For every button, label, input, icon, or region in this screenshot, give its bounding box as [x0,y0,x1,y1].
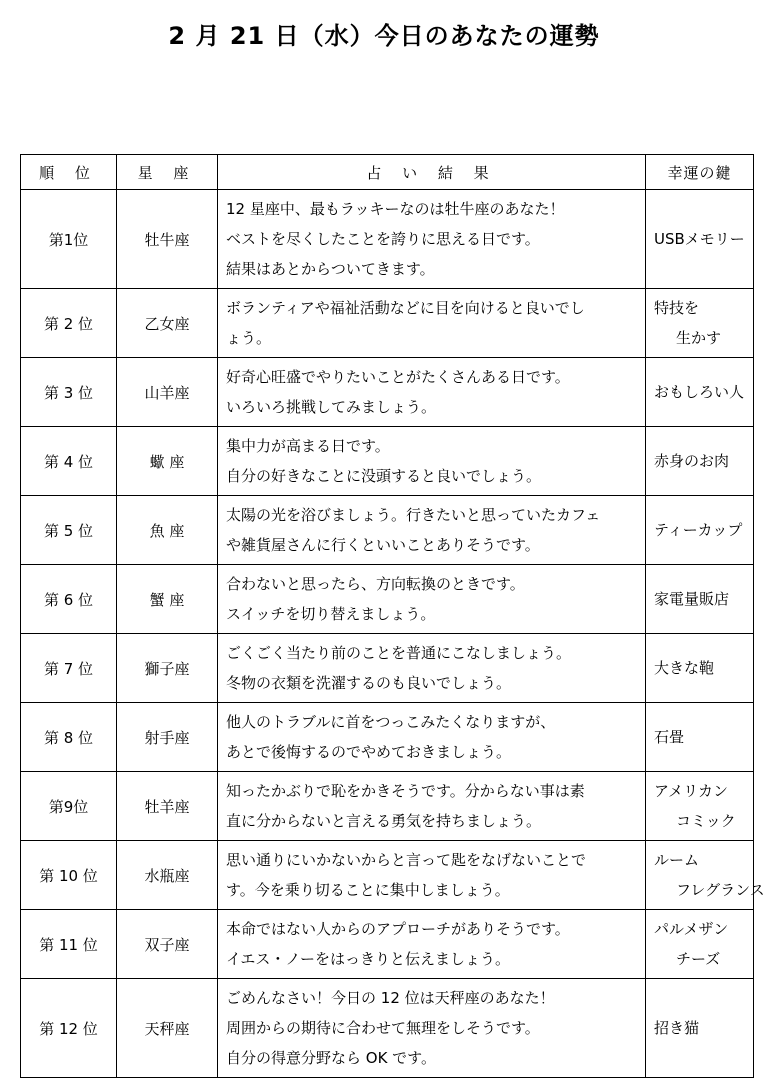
zodiac-sign-cell: 蠍 座 [117,427,218,496]
fortune-result-line: 太陽の光を浴びましょう。行きたいと思っていたカフェ [226,506,601,524]
fortune-result-cell [218,910,646,979]
horoscope-table [20,154,765,1078]
fortune-result-line: す。今を乗り切ることに集中しましょう。 [226,881,510,899]
fortune-result-line: ボランティアや福祉活動などに目を向けると良いでし [226,299,585,317]
lucky-key-line: フレグランス [676,881,765,899]
page-title: 2 月 21 日（水）今日のあなたの運勢 [168,22,600,50]
zodiac-sign-cell: 魚 座 [117,496,218,565]
rank-cell: 第 12 位 [21,979,117,1078]
rank-cell: 第 5 位 [21,496,117,565]
zodiac-sign-cell: 山羊座 [117,358,218,427]
fortune-result-line: 思い通りにいかないからと言って匙をなげないことで [226,851,587,869]
lucky-key-line: アメリカン [654,782,728,800]
rank-cell: 第 6 位 [21,565,117,634]
fortune-result-cell [218,565,646,634]
fortune-result-line: ょう。 [226,329,272,347]
zodiac-sign-cell: 乙女座 [117,289,218,358]
lucky-key-line: パルメザン [654,920,729,938]
rank-cell: 第 4 位 [21,427,117,496]
zodiac-sign-cell: 蟹 座 [117,565,218,634]
header-rank: 順 位 [21,155,117,190]
fortune-result-line: いろいろ挑戦してみましょう。 [226,398,437,416]
table-row [21,772,754,841]
lucky-key-line: ルーム [654,851,700,869]
fortune-result-cell [218,979,646,1078]
lucky-key-line: おもしろい人 [654,383,745,401]
fortune-result-line: 直に分からないと言える勇気を持ちましょう。 [226,812,542,830]
fortune-result-line: 12 星座中、最もラッキーなのは牡牛座のあなた！ [226,200,565,218]
lucky-key-line: 生かす [676,329,722,347]
rank-cell: 第 8 位 [21,703,117,772]
fortune-result-cell [218,703,646,772]
fortune-result-line: ごめんなさい！今日の 12 位は天秤座のあなた！ [226,989,555,1007]
table-header-row [21,155,754,190]
zodiac-sign-cell: 双子座 [117,910,218,979]
fortune-result-line: 合わないと思ったら、方向転換のときです。 [226,575,525,593]
lucky-key-line: チーズ [676,950,721,968]
fortune-result-line: あとで後悔するのでやめておきましょう。 [226,743,512,761]
table-row [21,289,754,358]
lucky-key-cell [646,910,754,979]
lucky-key-line: 石畳 [654,728,685,746]
lucky-key-cell [646,565,754,634]
header-result: 占 い 結 果 [218,155,646,190]
table-row [21,634,754,703]
fortune-result-line: 集中力が高まる日です。 [226,437,390,455]
table-row [21,910,754,979]
fortune-result-line: ベストを尽くしたことを誇りに思える日です。 [226,230,540,248]
table-row [21,979,754,1078]
lucky-key-line: 大きな鞄 [654,659,715,677]
zodiac-sign-cell: 牡牛座 [117,190,218,289]
zodiac-sign-cell: 天秤座 [117,979,218,1078]
fortune-result-cell [218,841,646,910]
fortune-result-cell [218,772,646,841]
fortune-result-line: ごくごく当たり前のことを普通にこなしましょう。 [226,644,572,662]
fortune-result-line: 周囲からの期待に合わせて無理をしそうです。 [226,1019,540,1037]
table-row [21,565,754,634]
lucky-key-cell [646,496,754,565]
lucky-key-cell [646,979,754,1078]
rank-cell: 第1位 [21,190,117,289]
lucky-key-line: USBメモリー [654,230,745,248]
table-row [21,190,754,289]
fortune-result-line: 自分の好きなことに没頭すると良いでしょう。 [226,467,542,485]
fortune-result-line: 自分の得意分野なら OK です。 [226,1049,436,1067]
table-row [21,841,754,910]
rank-cell: 第9位 [21,772,117,841]
fortune-result-cell [218,358,646,427]
fortune-result-line: 本命ではない人からのアプローチがありそうです。 [226,920,570,938]
lucky-key-line: 赤身のお肉 [654,452,730,470]
zodiac-sign-cell: 牡羊座 [117,772,218,841]
table-row [21,358,754,427]
fortune-result-line: 他人のトラブルに首をつっこみたくなりますが、 [226,713,556,731]
fortune-result-line: 好奇心旺盛でやりたいことがたくさんある日です。 [226,368,570,386]
lucky-key-cell [646,190,754,289]
fortune-result-line: スイッチを切り替えましょう。 [226,605,436,623]
table-row [21,427,754,496]
table-row [21,496,754,565]
lucky-key-cell [646,358,754,427]
table-row [21,703,754,772]
fortune-result-line: 知ったかぶりで恥をかきそうです。分からない事は素 [226,782,585,800]
lucky-key-line: コミック [676,812,736,830]
lucky-key-cell [646,703,754,772]
rank-cell: 第 3 位 [21,358,117,427]
fortune-result-cell [218,289,646,358]
rank-cell: 第 7 位 [21,634,117,703]
lucky-key-line: 特技を [654,299,700,317]
fortune-result-cell [218,427,646,496]
fortune-result-line: 結果はあとからついてきます。 [226,260,435,278]
rank-cell: 第 10 位 [21,841,117,910]
zodiac-sign-cell: 射手座 [117,703,218,772]
zodiac-sign-cell: 獅子座 [117,634,218,703]
header-sign: 星 座 [117,155,218,190]
fortune-result-line: イエス・ノーをはっきりと伝えましょう。 [226,950,510,968]
fortune-result-cell [218,190,646,289]
rank-cell: 第 2 位 [21,289,117,358]
zodiac-sign-cell: 水瓶座 [117,841,218,910]
fortune-result-cell [218,496,646,565]
fortune-result-line: や雑貨屋さんに行くといいことありそうです。 [226,536,540,554]
lucky-key-cell [646,772,754,841]
rank-cell: 第 11 位 [21,910,117,979]
fortune-result-cell [218,634,646,703]
lucky-key-line: 家電量販店 [654,590,730,608]
lucky-key-line: ティーカップ [654,521,743,539]
lucky-key-cell [646,841,765,910]
lucky-key-line: 招き猫 [654,1019,700,1037]
lucky-key-cell [646,427,754,496]
header-lucky-key: 幸運の鍵 [646,155,754,190]
lucky-key-cell [646,289,754,358]
lucky-key-cell [646,634,754,703]
fortune-result-line: 冬物の衣類を洗濯するのも良いでしょう。 [226,674,512,692]
